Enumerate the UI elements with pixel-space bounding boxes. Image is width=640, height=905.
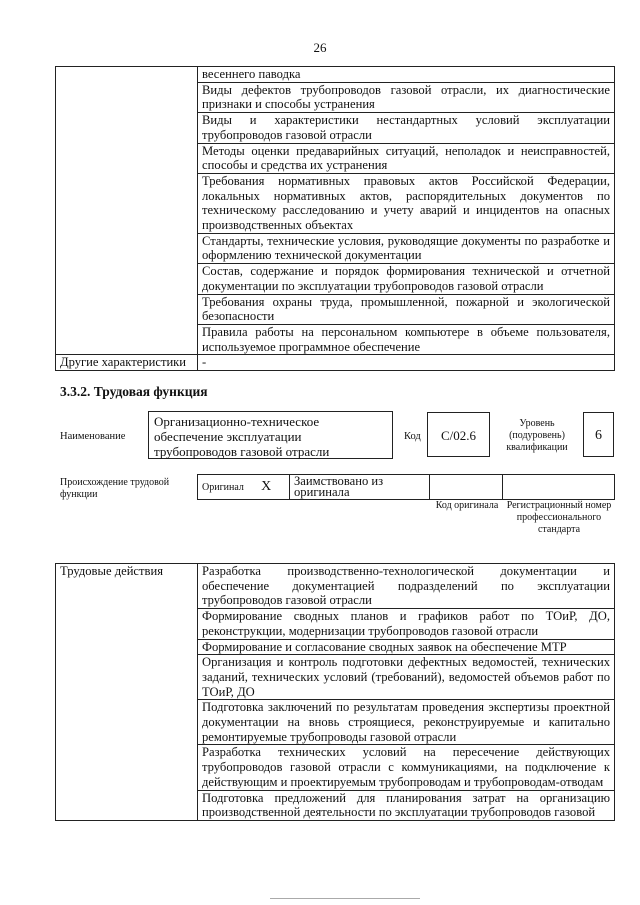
function-name-box [148,411,393,459]
table-cell: Правила работы на персональном компьютере в объеме пользователя, используемое программное обеспечение [198,324,615,354]
table-cell: весеннего паводка [198,67,615,83]
table-cell: Подготовка заключений по результатам проведения экспертизы проектной документации на вновь строящиеся, реконструируемые и капитально ремонтируемые трубопроводы газовой отрасли [198,700,615,745]
code-box [427,412,490,457]
table-row [56,355,615,371]
section-title: 3.3.2. Трудовая функция [60,384,208,399]
origin-table [197,474,615,500]
origin-label: Происхождение трудовой функции [60,477,170,500]
page-number: 26 [313,40,327,55]
level-box [583,412,614,457]
table-cell: Требования охраны труда, промышленной, пожарной и экологической безопасности [198,294,615,324]
table-cell: Формирование и согласование сводных заявок на обеспечение МТР [198,639,615,655]
scan-artifact-line [270,898,420,899]
table-cell: Требования нормативных правовых актов Российской Федерации, локальных нормативных актов, распорядительных документов по техническому расследованию и учету аварий и инцидентов на опасных производственных объектах [198,173,615,233]
original-label: Оригинал [202,482,244,494]
table-cell: Виды дефектов трубопроводов газовой отрасли, их диагностические признаки и способы устранения [198,82,615,112]
table-cell: Подготовка предложений для планирования затрат на организацию производственной деятельности по эксплуатации трубопроводов газовой [198,790,615,820]
knowledge-table [55,66,615,371]
name-label: Наименование [60,431,126,442]
level-label: Уровень (подуровень) квалификации [506,418,568,453]
code-label: Код [404,431,421,442]
reg-number-label: Регистрационный номер профессионального стандарта [506,500,612,535]
function-name-value: Организационно-техническое обеспечение эксплуатации трубопроводов газовой отрасли [154,414,330,459]
original-cell [198,475,290,500]
table-cell: Состав, содержание и порядок формирования технической и отчетной документации по эксплуатации трубопроводов газовой отрасли [198,264,615,294]
original-mark: X [261,479,272,495]
table-cell: Методы оценки предаварийных ситуаций, неполадок и неисправностей, способы и средства их устранения [198,143,615,173]
code-value: С/02.6 [440,428,477,443]
table-cell: Стандарты, технические условия, руководящие документы по разработке и оформлению технической документации [198,233,615,263]
empty-label-cell [56,67,198,355]
code-original-cell [430,475,503,500]
borrowed-label: Заимствовано из оригинала [290,475,430,500]
table-cell: Организация и контроль подготовки дефектных ведомостей, технических заданий, технических условий (требований), ведомостей объемов работ по ТОиР, ДО [198,655,615,700]
code-original-label: Код оригинала [435,500,499,511]
table-cell: Разработка производственно-технологической документации и обеспечение документацией подразделений по эксплуатации трубопроводов газовой отрасли [198,564,615,609]
level-value: 6 [595,428,602,443]
table-row [56,67,615,83]
other-characteristics-label: Другие характеристики [56,355,198,371]
table-cell: Формирование сводных планов и графиков работ по ТОиР, ДО, реконструкции, модернизации трубопроводов газовой отрасли [198,609,615,639]
other-characteristics-value: - [198,355,615,371]
labor-actions-label: Трудовые действия [56,564,198,821]
table-cell: Разработка технических условий на пересечение действующих трубопроводов газовой отрасли с коммуникациями, на подключение к действующим и проектируемым трубопроводам и трубопроводам-отводам [198,745,615,790]
table-row [56,564,615,609]
labor-actions-table [55,563,615,821]
reg-number-cell [503,475,615,500]
table-cell: Виды и характеристики нестандартных условий эксплуатации трубопроводов газовой отрасли [198,113,615,143]
